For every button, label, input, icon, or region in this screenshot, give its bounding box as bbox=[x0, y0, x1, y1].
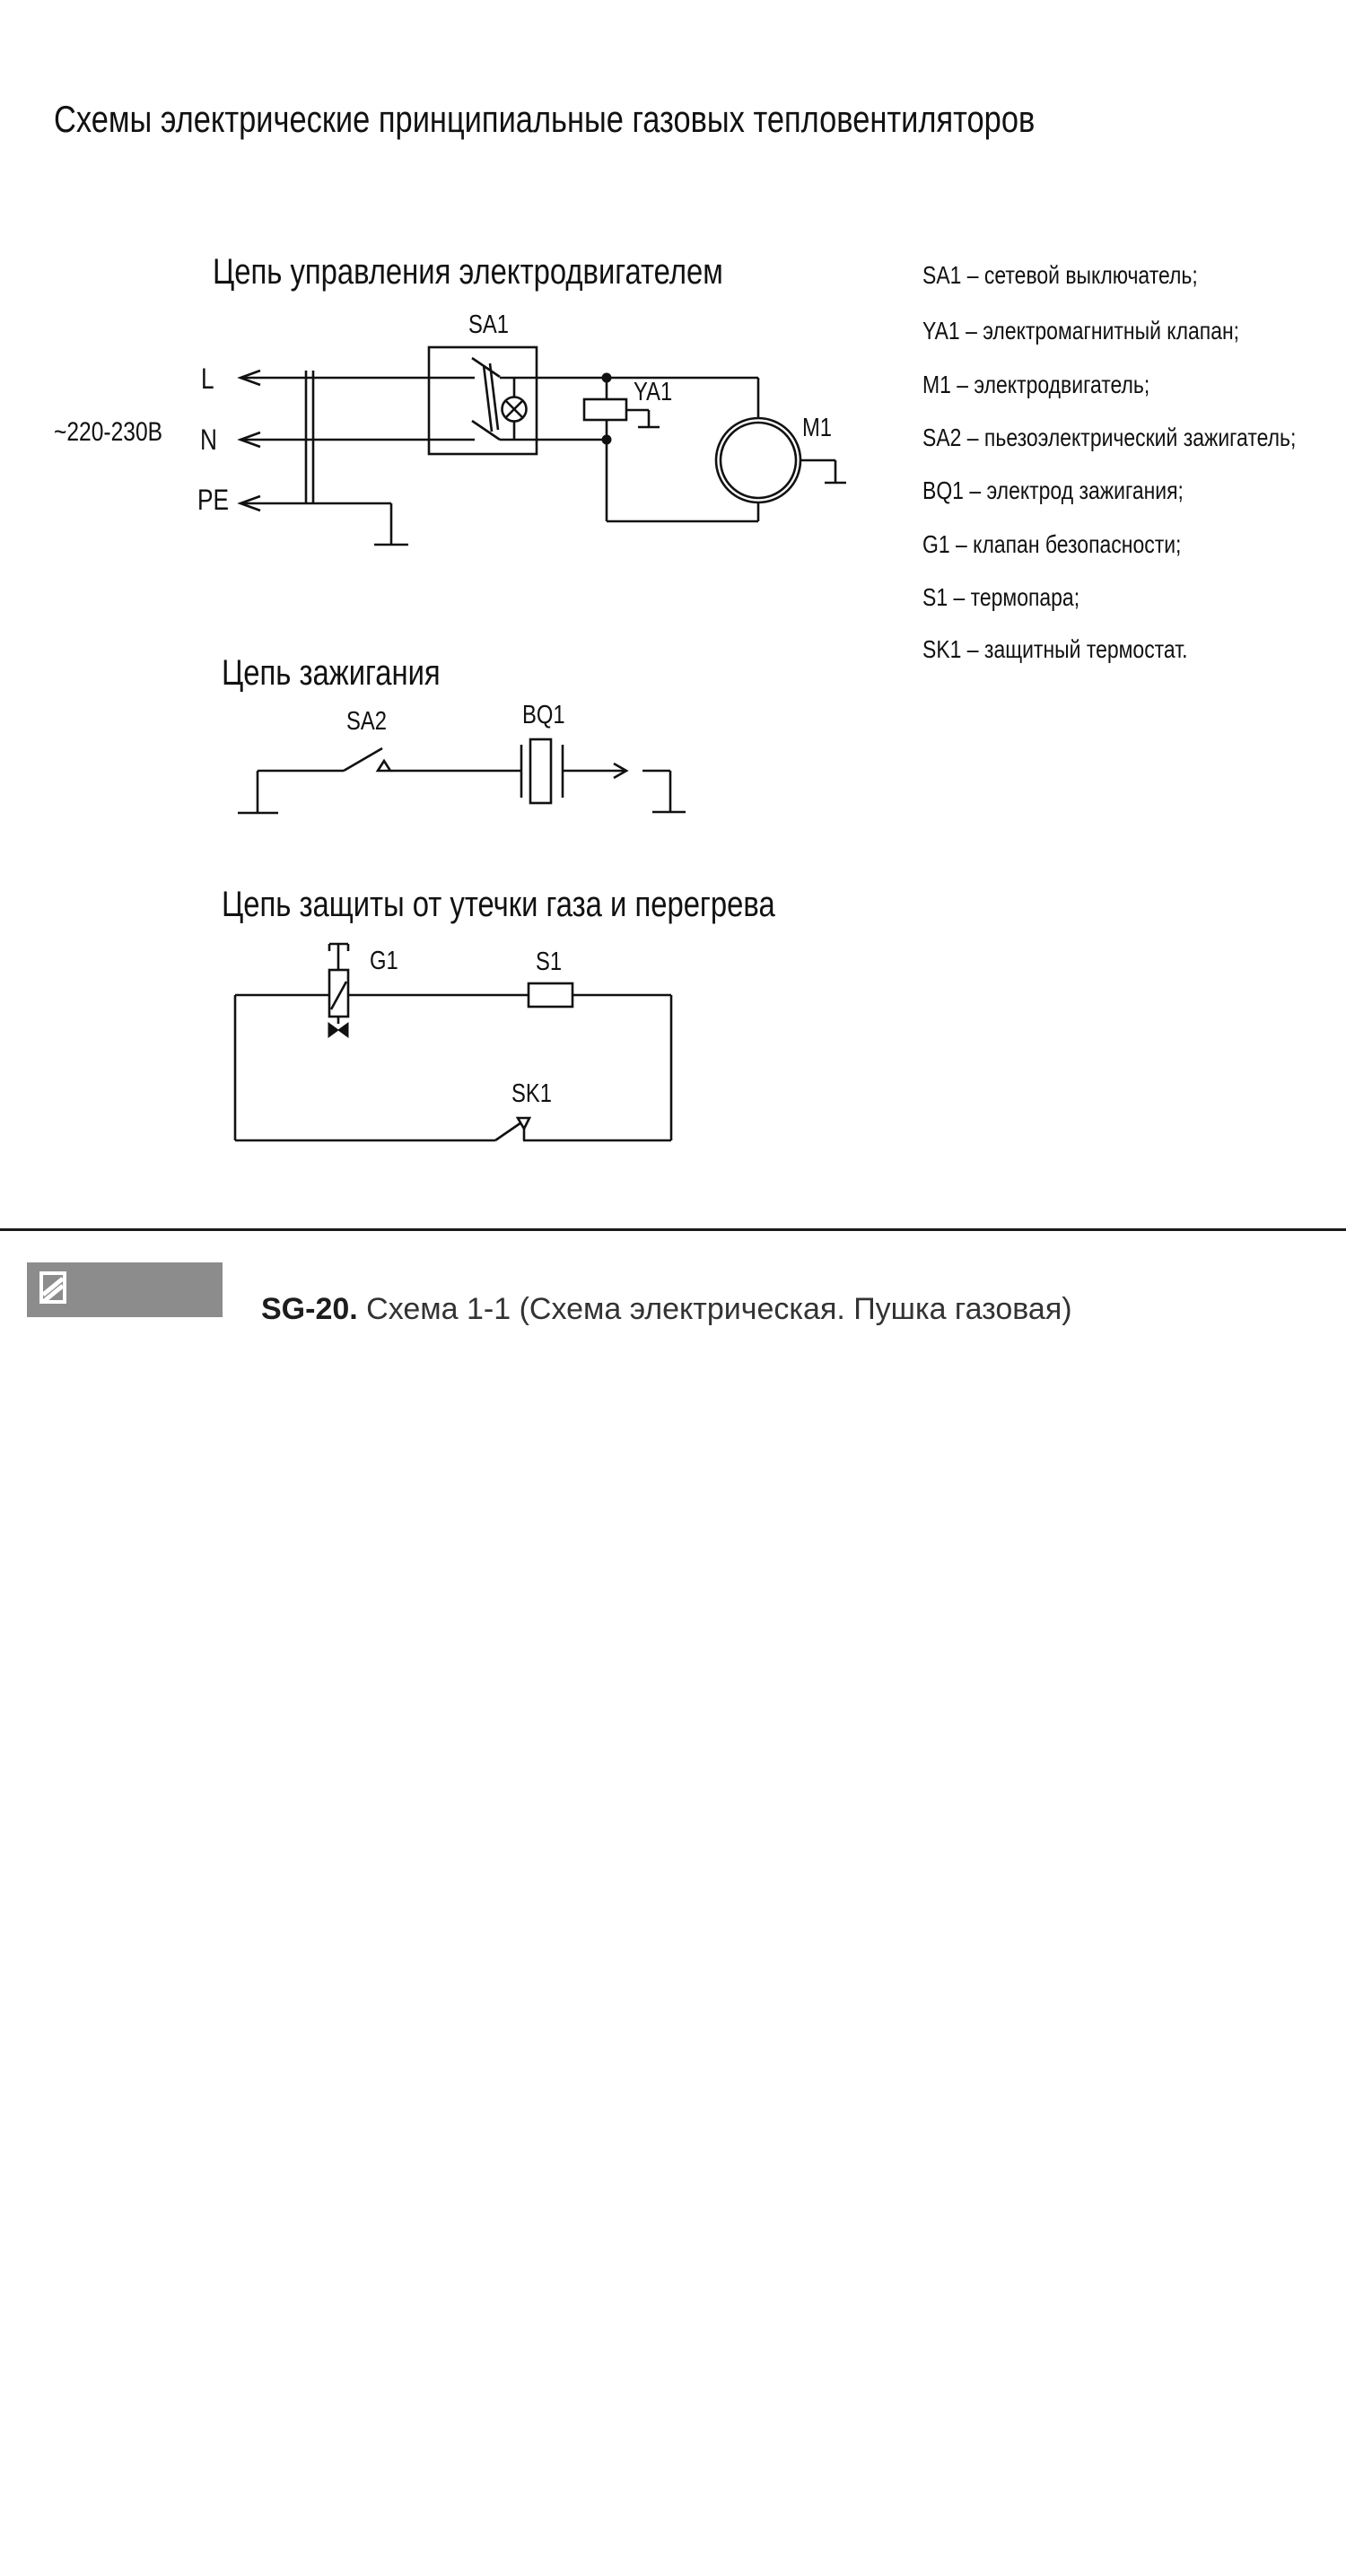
label-ya1: YA1 bbox=[634, 378, 673, 406]
legend-item: G1 – клапан безопасности; bbox=[922, 530, 1182, 558]
footer-model: SG-20. bbox=[261, 1292, 358, 1326]
label-sa1: SA1 bbox=[468, 310, 509, 339]
legend-item: SK1 – защитный термостат. bbox=[922, 635, 1188, 663]
m1-motor-symbol bbox=[607, 378, 846, 521]
legend-item: YA1 – электромагнитный клапан; bbox=[922, 317, 1240, 345]
sk1-thermostat-symbol bbox=[495, 1118, 529, 1140]
ya1-ground-icon bbox=[626, 410, 660, 427]
protection-loop bbox=[235, 995, 671, 1140]
label-g1: G1 bbox=[370, 947, 398, 975]
legend-item: S1 – термопара; bbox=[922, 583, 1080, 611]
legend-item: BQ1 – электрод зажигания; bbox=[922, 476, 1184, 504]
s1-thermocouple-symbol bbox=[529, 983, 572, 1007]
power-wires bbox=[240, 378, 475, 503]
brand-name: STEHER bbox=[72, 2537, 181, 2576]
lamp-icon bbox=[503, 378, 527, 440]
legend-item: SA2 – пьезоэлектрический зажигатель; bbox=[922, 424, 1297, 451]
page-title: Схемы электрические принципиальные газовых тепловентиляторов bbox=[54, 98, 1036, 140]
section-title-motor-control: Цепь управления электродвигателем bbox=[213, 252, 723, 292]
footer-caption bbox=[261, 1293, 1072, 1326]
bq1-ground-icon bbox=[642, 771, 686, 812]
section-title-ignition: Цепь зажигания bbox=[222, 653, 441, 693]
footer-divider bbox=[0, 1228, 1346, 1231]
bq1-piezo-symbol bbox=[521, 739, 626, 803]
label-neutral-n: N bbox=[200, 424, 217, 456]
label-pe: PE bbox=[197, 484, 230, 516]
sa2-ground-icon bbox=[238, 771, 278, 813]
cable-connector-symbol bbox=[306, 371, 313, 504]
footer-description: Схема 1-1 (Схема электрическая. Пушка газовая) bbox=[366, 1292, 1072, 1326]
legend-item: M1 – электродвигатель; bbox=[922, 371, 1150, 398]
label-sa2: SA2 bbox=[346, 707, 387, 736]
label-m1: M1 bbox=[802, 414, 833, 442]
sa2-switch-symbol bbox=[258, 748, 521, 771]
label-supply-voltage: ~220-230В bbox=[54, 417, 163, 447]
label-bq1: BQ1 bbox=[522, 701, 565, 729]
pe-ground-icon bbox=[374, 503, 408, 545]
section-title-protection: Цепь защиты от утечки газа и перегрева bbox=[222, 885, 775, 924]
brand-logo bbox=[27, 1262, 223, 2576]
label-line-l: L bbox=[201, 362, 214, 395]
label-sk1: SK1 bbox=[511, 1079, 552, 1108]
g1-valve-symbol bbox=[328, 944, 348, 1037]
ya1-valve-coil-symbol bbox=[584, 378, 660, 521]
label-s1: S1 bbox=[536, 947, 563, 976]
m1-ground-icon bbox=[800, 460, 846, 483]
brand-logo-icon bbox=[39, 1271, 66, 1304]
legend-item: SA1 – сетевой выключатель; bbox=[922, 261, 1198, 289]
